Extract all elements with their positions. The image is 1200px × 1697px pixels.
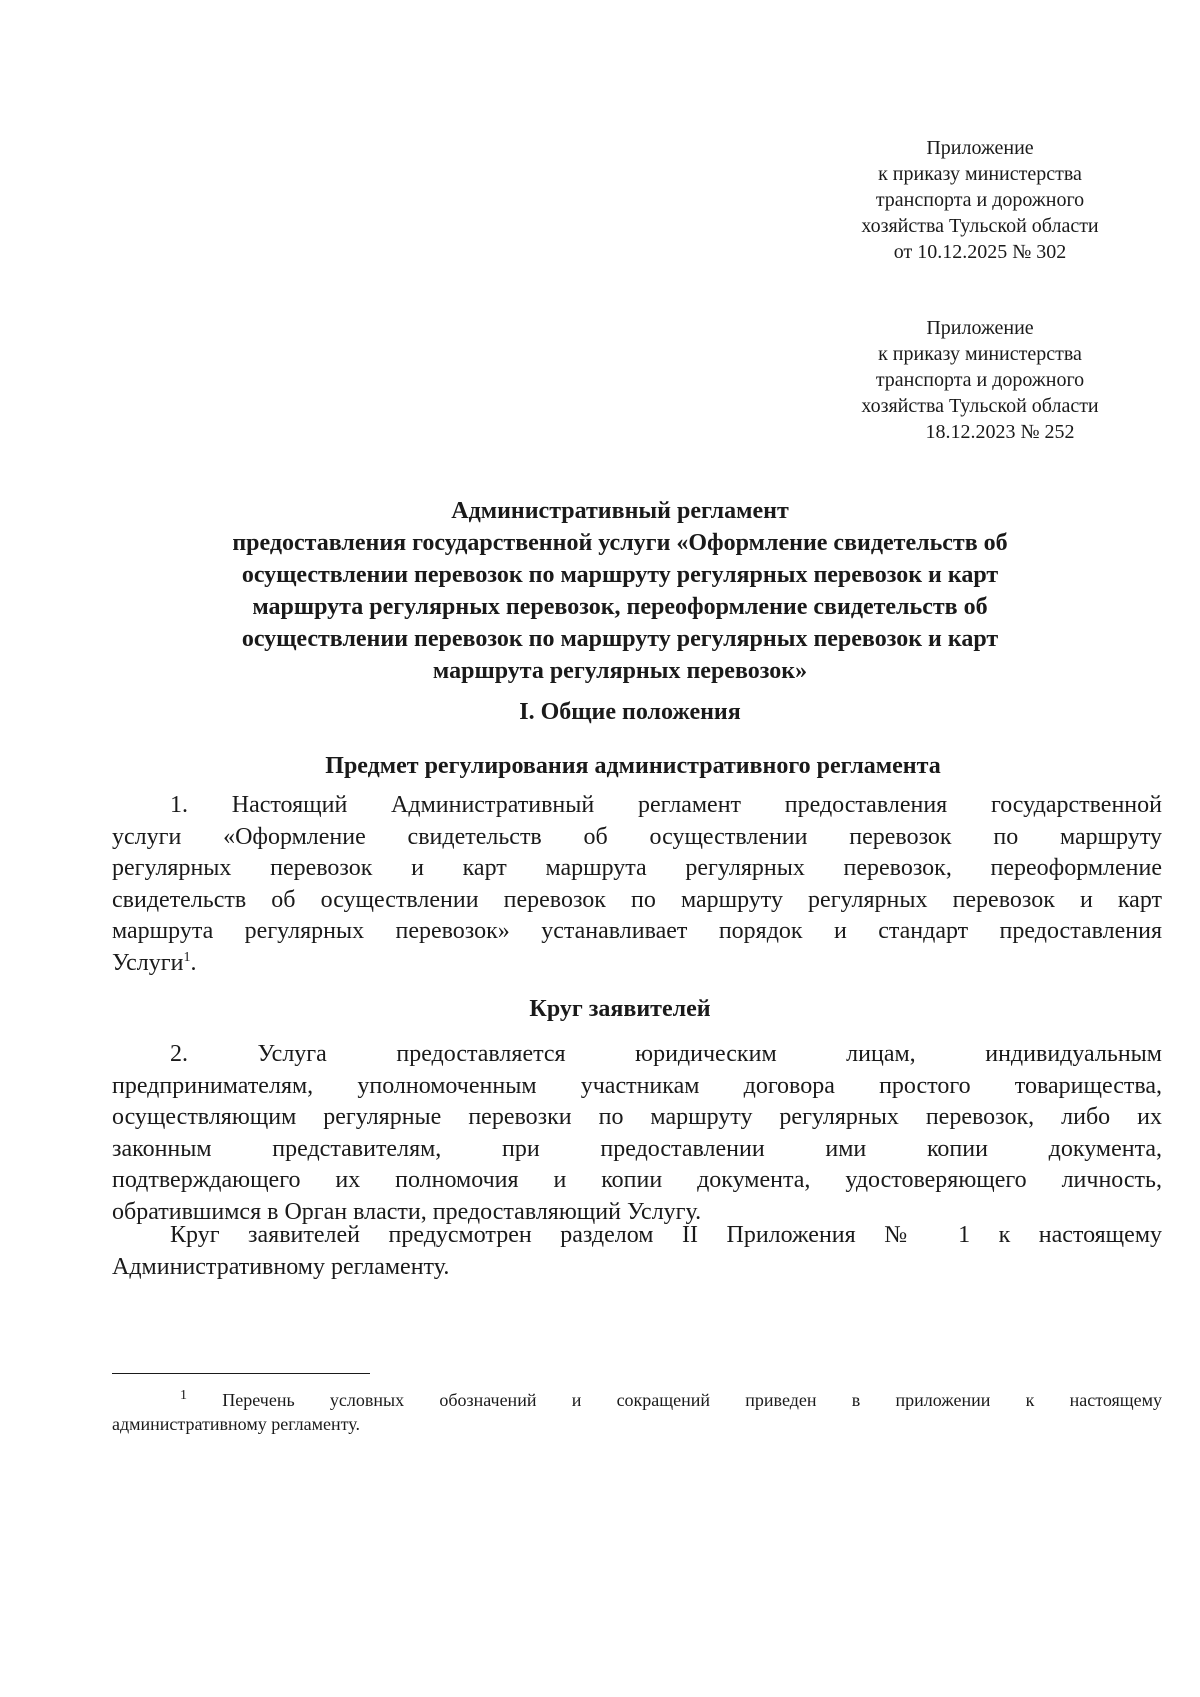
appendix-line: к приказу министерства xyxy=(878,163,1082,185)
paragraph-line: маршрута регулярных перевозок» устанавливает порядок и стандарт предоставления xyxy=(112,918,1162,944)
paragraph-line: 2. Услуга предоставляется юридическим лицам, индивидуальным xyxy=(170,1041,1162,1067)
appendix-line: транспорта и дорожного xyxy=(875,369,1085,391)
footnote-text: Перечень условных обозначений и сокращений приведен в приложении к настоящему xyxy=(222,1390,1162,1410)
footnote-reference[interactable]: 1 xyxy=(183,949,191,965)
paragraph-line: регулярных перевозок и карт маршрута регулярных перевозок, переоформление xyxy=(112,855,1162,881)
title-line: предоставления государственной услуги «Оформление свидетельств об xyxy=(232,530,1008,556)
paragraph-3 xyxy=(112,1220,1162,1283)
appendix-header-previous xyxy=(830,315,1130,445)
document-title xyxy=(115,495,1125,687)
paragraph-line-last xyxy=(112,948,1162,980)
title-line: осуществлении перевозок по маршруту регулярных перевозок и карт xyxy=(241,562,999,588)
appendix-line: Приложение xyxy=(926,137,1034,159)
title-line: маршрута регулярных перевозок, переоформление свидетельств об xyxy=(252,594,988,620)
paragraph-line: осуществляющим регулярные перевозки по маршруту регулярных перевозок, либо их xyxy=(112,1104,1162,1130)
footnote xyxy=(112,1388,1162,1436)
paragraph-2 xyxy=(112,1039,1162,1228)
appendix-line: хозяйства Тульской области xyxy=(861,395,1099,417)
paragraph-line: законным представителям, при предоставлении ими копии документа, xyxy=(112,1135,1162,1162)
footnote-line: административному регламенту. xyxy=(112,1414,360,1434)
subsection-heading-subject: Предмет регулирования административного регламента xyxy=(325,753,941,779)
appendix-line: Приложение xyxy=(926,317,1034,339)
paragraph-line: обратившимся в Орган власти, предоставляющий Услугу. xyxy=(112,1198,702,1225)
appendix-header-current xyxy=(830,135,1130,265)
paragraph-line: услуги «Оформление свидетельств об осуществлении перевозок по маршруту xyxy=(112,823,1162,850)
appendix-line: транспорта и дорожного xyxy=(875,189,1085,211)
appendix-date-line: от 10.12.2025 № 302 xyxy=(893,241,1067,263)
paragraph-line: 1. Настоящий Административный регламент предоставления государственной xyxy=(170,792,1162,818)
subsection-heading-applicants: Круг заявителей xyxy=(529,996,711,1022)
paragraph-line: подтверждающего их полномочия и копии документа, удостоверяющего личность, xyxy=(112,1167,1162,1193)
title-line: маршрута регулярных перевозок» xyxy=(432,658,808,684)
appendix-line: хозяйства Тульской области xyxy=(861,215,1099,237)
title-line: осуществлении перевозок по маршруту регулярных перевозок и карт xyxy=(241,626,999,652)
footnote-number: 1 xyxy=(180,1388,187,1403)
paragraph-line: Административному регламенту. xyxy=(112,1253,450,1280)
paragraph-end: . xyxy=(190,949,197,976)
paragraph-text: Услуги xyxy=(112,949,184,976)
section-heading: I. Общие положения xyxy=(519,699,741,725)
title-line: Административный регламент xyxy=(451,498,789,524)
footnote-separator xyxy=(112,1373,370,1374)
footnote-line xyxy=(112,1388,1162,1412)
paragraph-line: Круг заявителей предусмотрен разделом II Приложения № 1 к настоящему xyxy=(170,1222,1162,1248)
appendix-line: к приказу министерства xyxy=(878,343,1082,365)
paragraph-line: предпринимателям, уполномоченным участникам договора простого товарищества, xyxy=(112,1072,1162,1099)
paragraph-line: свидетельств об осуществлении перевозок по маршруту регулярных перевозок и карт xyxy=(112,886,1162,913)
paragraph-1 xyxy=(112,790,1162,979)
appendix-date-line: 18.12.2023 № 252 xyxy=(925,421,1075,443)
